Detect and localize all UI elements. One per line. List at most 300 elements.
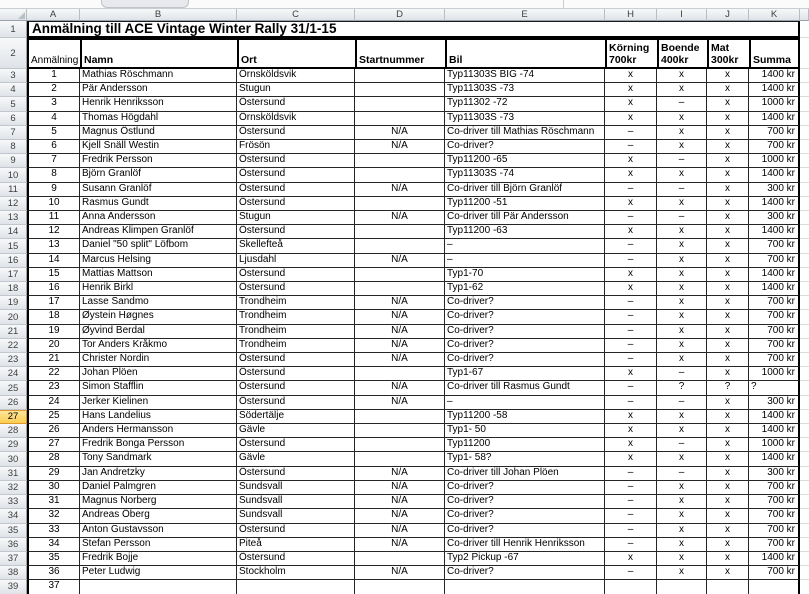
cell[interactable]: Typ11303S BIG -74	[445, 69, 605, 83]
cell[interactable]: x	[657, 452, 707, 466]
cell[interactable]: Co-driver?	[445, 481, 605, 495]
cell[interactable]: Östersund	[237, 552, 355, 566]
cell[interactable]: Östersund	[237, 381, 355, 395]
cell[interactable]: x	[605, 452, 657, 466]
cell[interactable]: –	[605, 239, 657, 253]
cell[interactable]: 8	[27, 168, 80, 182]
cell[interactable]: Typ11200 -65	[445, 154, 605, 168]
cell[interactable]: x	[657, 538, 707, 552]
cell[interactable]: N/A	[355, 381, 445, 395]
row-header[interactable]: 1	[0, 21, 27, 38]
cell-beyond-table[interactable]	[800, 367, 809, 381]
cell[interactable]	[355, 112, 445, 126]
cell-beyond-table[interactable]	[800, 310, 809, 324]
cell[interactable]: Andreas Klimpen Granlöf	[80, 225, 237, 239]
cell[interactable]: 11	[27, 211, 80, 225]
cell[interactable]: Daniel Palmgren	[80, 481, 237, 495]
cell[interactable]: 1000 kr	[749, 367, 800, 381]
cell[interactable]: Co-driver till Pär Andersson	[445, 211, 605, 225]
cell[interactable]: x	[707, 424, 749, 438]
cell[interactable]: x	[707, 509, 749, 523]
cell[interactable]: 13	[27, 239, 80, 253]
cell[interactable]: Magnus Östlund	[80, 126, 237, 140]
cell[interactable]: x	[707, 495, 749, 509]
cell[interactable]: Typ1- 50	[445, 424, 605, 438]
cell[interactable]: 25	[27, 410, 80, 424]
cell[interactable]: –	[605, 325, 657, 339]
cell[interactable]: 700 kr	[749, 254, 800, 268]
cell[interactable]: Trondheim	[237, 325, 355, 339]
cell[interactable]: 700 kr	[749, 339, 800, 353]
cell[interactable]: x	[657, 225, 707, 239]
cell[interactable]: –	[657, 97, 707, 111]
cell[interactable]: 700 kr	[749, 509, 800, 523]
cell[interactable]: x	[605, 552, 657, 566]
row-header[interactable]: 19	[0, 296, 27, 310]
cell-beyond-table[interactable]	[800, 381, 809, 395]
cell[interactable]: x	[707, 438, 749, 452]
cell[interactable]: –	[605, 495, 657, 509]
title-cell[interactable]: Anmälning till ACE Vintage Winter Rally 31/1-15	[27, 21, 800, 38]
cell[interactable]: 700 kr	[749, 495, 800, 509]
row-header[interactable]: 37	[0, 552, 27, 566]
cell[interactable]: x	[605, 69, 657, 83]
cell[interactable]: x	[707, 83, 749, 97]
cell[interactable]	[355, 69, 445, 83]
cell[interactable]: Stefan Persson	[80, 538, 237, 552]
cell[interactable]: Typ11200 -58	[445, 410, 605, 424]
cell[interactable]: N/A	[355, 310, 445, 324]
row-header[interactable]: 12	[0, 197, 27, 211]
row-header[interactable]: 33	[0, 495, 27, 509]
cell[interactable]: N/A	[355, 339, 445, 353]
cell[interactable]: –	[605, 353, 657, 367]
cell[interactable]: –	[657, 154, 707, 168]
cell[interactable]: x	[707, 154, 749, 168]
row-header[interactable]: 10	[0, 168, 27, 182]
cell[interactable]: Mathias Röschmann	[80, 69, 237, 83]
cell[interactable]: 300 kr	[749, 183, 800, 197]
cell[interactable]: x	[707, 367, 749, 381]
cell[interactable]: Östersund	[237, 524, 355, 538]
header-cell[interactable]: Boende 400kr	[657, 38, 707, 69]
cell[interactable]: x	[605, 268, 657, 282]
row-header[interactable]: 5	[0, 97, 27, 111]
cell[interactable]: 300 kr	[749, 396, 800, 410]
cell[interactable]: Skellefteå	[237, 239, 355, 253]
cell[interactable]: x	[657, 481, 707, 495]
column-header-K[interactable]: K	[749, 9, 800, 21]
cell[interactable]: Rasmus Gundt	[80, 197, 237, 211]
cell[interactable]: Lasse Sandmo	[80, 296, 237, 310]
cell[interactable]: Björn Granlöf	[80, 168, 237, 182]
cell[interactable]: N/A	[355, 126, 445, 140]
cell[interactable]: –	[605, 211, 657, 225]
cell[interactable]: Gävle	[237, 424, 355, 438]
cell[interactable]: 1400 kr	[749, 552, 800, 566]
cell[interactable]: x	[605, 112, 657, 126]
cell-beyond-table[interactable]	[800, 509, 809, 523]
cell[interactable]: N/A	[355, 495, 445, 509]
cell[interactable]: Örnsköldsvik	[237, 69, 355, 83]
cell[interactable]: Hans Landelius	[80, 410, 237, 424]
cell[interactable]: Östersund	[237, 268, 355, 282]
cell[interactable]: x	[707, 310, 749, 324]
row-header[interactable]: 26	[0, 396, 27, 410]
cell[interactable]: 5	[27, 126, 80, 140]
cell[interactable]: x	[657, 524, 707, 538]
cell[interactable]: Sundsvall	[237, 481, 355, 495]
cell[interactable]	[355, 438, 445, 452]
cell[interactable]: x	[707, 467, 749, 481]
cell[interactable]: 700 kr	[749, 296, 800, 310]
cell[interactable]: Fredrik Bonga Persson	[80, 438, 237, 452]
cell[interactable]: –	[605, 524, 657, 538]
cell[interactable]: Fredrik Persson	[80, 154, 237, 168]
cell[interactable]: 23	[27, 381, 80, 395]
cell[interactable]: ?	[749, 381, 800, 395]
cell[interactable]: x	[657, 410, 707, 424]
row-header[interactable]: 25	[0, 381, 27, 395]
cell-beyond-table[interactable]	[800, 83, 809, 97]
cell[interactable]: Simon Stafflin	[80, 381, 237, 395]
cell[interactable]: Frösön	[237, 140, 355, 154]
column-header-H[interactable]: H	[605, 9, 657, 21]
cell[interactable]: –	[605, 381, 657, 395]
cell[interactable]: x	[707, 325, 749, 339]
cell[interactable]: Daniel "50 split" Löfbom	[80, 239, 237, 253]
row-header[interactable]: 21	[0, 325, 27, 339]
cell[interactable]: x	[605, 410, 657, 424]
cell-beyond-table[interactable]	[800, 154, 809, 168]
cell[interactable]: 1400 kr	[749, 168, 800, 182]
row-header[interactable]: 18	[0, 282, 27, 296]
cell[interactable]: 31	[27, 495, 80, 509]
cell[interactable]: –	[605, 140, 657, 154]
cell[interactable]: Östersund	[237, 438, 355, 452]
row-header[interactable]: 6	[0, 112, 27, 126]
cell[interactable]: 36	[27, 566, 80, 580]
cell[interactable]: N/A	[355, 353, 445, 367]
cell[interactable]: N/A	[355, 183, 445, 197]
cell[interactable]: x	[657, 566, 707, 580]
cell-beyond-table[interactable]	[800, 225, 809, 239]
cell[interactable]: x	[707, 282, 749, 296]
cell[interactable]: x	[657, 254, 707, 268]
cell[interactable]: x	[707, 452, 749, 466]
cell[interactable]: x	[657, 353, 707, 367]
cell-beyond-table[interactable]	[800, 140, 809, 154]
cell[interactable]: –	[605, 467, 657, 481]
cell[interactable]: N/A	[355, 524, 445, 538]
cell[interactable]: 300 kr	[749, 467, 800, 481]
cell-beyond-table[interactable]	[800, 38, 809, 69]
cell[interactable]: Mattias Mattson	[80, 268, 237, 282]
cell[interactable]: x	[657, 339, 707, 353]
cell-beyond-table[interactable]	[800, 538, 809, 552]
cell[interactable]: N/A	[355, 254, 445, 268]
cell[interactable]: Typ1-67	[445, 367, 605, 381]
cell[interactable]: Stugun	[237, 211, 355, 225]
cell[interactable]: 33	[27, 524, 80, 538]
row-header[interactable]: 22	[0, 339, 27, 353]
cell[interactable]: Östersund	[237, 282, 355, 296]
cell[interactable]: Anders Hermansson	[80, 424, 237, 438]
cell-beyond-table[interactable]	[800, 211, 809, 225]
cell[interactable]: Sundsvall	[237, 495, 355, 509]
cell[interactable]: x	[657, 268, 707, 282]
cell[interactable]: Anton Gustavsson	[80, 524, 237, 538]
cell[interactable]: x	[707, 197, 749, 211]
cell[interactable]: 14	[27, 254, 80, 268]
cell[interactable]: –	[605, 538, 657, 552]
cell[interactable]: 15	[27, 268, 80, 282]
cell[interactable]: x	[657, 282, 707, 296]
cell-beyond-table[interactable]	[800, 183, 809, 197]
row-header[interactable]: 31	[0, 467, 27, 481]
cell[interactable]: Östersund	[237, 396, 355, 410]
cell[interactable]: x	[657, 325, 707, 339]
header-cell[interactable]: Namn	[80, 38, 237, 69]
cell[interactable]	[355, 83, 445, 97]
cell[interactable]: Södertälje	[237, 410, 355, 424]
cell[interactable]: x	[707, 552, 749, 566]
cell[interactable]: Tony Sandmark	[80, 452, 237, 466]
cell-beyond-table[interactable]	[800, 580, 809, 594]
cell[interactable]: 700 kr	[749, 239, 800, 253]
cell[interactable]: –	[605, 566, 657, 580]
cell[interactable]: Jerker Kielinen	[80, 396, 237, 410]
cell[interactable]: 35	[27, 552, 80, 566]
row-header[interactable]: 32	[0, 481, 27, 495]
cell[interactable]: x	[707, 268, 749, 282]
cell[interactable]: 19	[27, 325, 80, 339]
cell[interactable]: Östersund	[237, 154, 355, 168]
row-header[interactable]: 35	[0, 524, 27, 538]
cell[interactable]: Stugun	[237, 83, 355, 97]
cell[interactable]: 1	[27, 69, 80, 83]
cell-beyond-table[interactable]	[800, 325, 809, 339]
cell[interactable]: 1400 kr	[749, 197, 800, 211]
cell[interactable]: Magnus Norberg	[80, 495, 237, 509]
header-cell[interactable]: Summa	[749, 38, 800, 69]
cell[interactable]: –	[657, 396, 707, 410]
cell[interactable]	[355, 282, 445, 296]
cell[interactable]: –	[605, 396, 657, 410]
cell[interactable]: Typ1-70	[445, 268, 605, 282]
cell[interactable]: x	[707, 254, 749, 268]
cell[interactable]: 17	[27, 296, 80, 310]
cell-beyond-table[interactable]	[800, 239, 809, 253]
cell[interactable]	[355, 197, 445, 211]
cell[interactable]	[355, 239, 445, 253]
cell-beyond-table[interactable]	[800, 481, 809, 495]
cell[interactable]: 700 kr	[749, 566, 800, 580]
cell[interactable]: Örnsköldsvik	[237, 112, 355, 126]
cell-beyond-table[interactable]	[800, 69, 809, 83]
cell[interactable]: –	[605, 296, 657, 310]
cell[interactable]: x	[605, 367, 657, 381]
cell[interactable]: 4	[27, 112, 80, 126]
cell[interactable]: 1400 kr	[749, 424, 800, 438]
row-header-active[interactable]: 27	[0, 410, 27, 424]
cell[interactable]: 22	[27, 367, 80, 381]
cell[interactable]: x	[707, 339, 749, 353]
cell[interactable]: –	[605, 310, 657, 324]
cell[interactable]: Typ11200 -63	[445, 225, 605, 239]
cell[interactable]	[605, 580, 657, 594]
cell[interactable]: –	[657, 183, 707, 197]
cell-beyond-table[interactable]	[800, 353, 809, 367]
header-cell[interactable]: Anmälning	[27, 38, 80, 69]
cell-beyond-table[interactable]	[800, 126, 809, 140]
cell[interactable]: x	[707, 396, 749, 410]
cell[interactable]: Co-driver till Björn Granlöf	[445, 183, 605, 197]
cell[interactable]: Co-driver?	[445, 566, 605, 580]
cell[interactable]: 12	[27, 225, 80, 239]
cell[interactable]: Typ11200 -51	[445, 197, 605, 211]
cell[interactable]: –	[445, 254, 605, 268]
cell[interactable]: 7	[27, 154, 80, 168]
row-header[interactable]: 9	[0, 154, 27, 168]
cell[interactable]: Östersund	[237, 126, 355, 140]
cell[interactable]: 27	[27, 438, 80, 452]
cell[interactable]: Kjell Snäll Westin	[80, 140, 237, 154]
cell[interactable]: Typ11303S -73	[445, 83, 605, 97]
cell[interactable]	[355, 580, 445, 594]
row-header[interactable]: 28	[0, 424, 27, 438]
cell[interactable]: –	[657, 467, 707, 481]
cell[interactable]: N/A	[355, 211, 445, 225]
cell[interactable]: x	[605, 438, 657, 452]
cell[interactable]: Christer Nordin	[80, 353, 237, 367]
cell[interactable]: Co-driver?	[445, 296, 605, 310]
cell[interactable]: x	[707, 126, 749, 140]
cell[interactable]: 700 kr	[749, 524, 800, 538]
header-cell[interactable]: Bil	[445, 38, 605, 69]
cell[interactable]: 1400 kr	[749, 83, 800, 97]
cell-beyond-table[interactable]	[800, 282, 809, 296]
cell[interactable]: 700 kr	[749, 325, 800, 339]
cell[interactable]: Co-driver till Rasmus Gundt	[445, 381, 605, 395]
cell[interactable]: Co-driver?	[445, 495, 605, 509]
cell[interactable]: 1400 kr	[749, 410, 800, 424]
cell[interactable]: Thomas Högdahl	[80, 112, 237, 126]
cell[interactable]: 29	[27, 467, 80, 481]
cell[interactable]: Henrik Birkl	[80, 282, 237, 296]
cell[interactable]: 20	[27, 339, 80, 353]
cell[interactable]: –	[657, 367, 707, 381]
cell[interactable]: x	[657, 424, 707, 438]
cell[interactable]: 30	[27, 481, 80, 495]
cell[interactable]: Typ11303S -74	[445, 168, 605, 182]
cell[interactable]: x	[707, 97, 749, 111]
column-header-A[interactable]: A	[27, 9, 80, 21]
cell[interactable]	[749, 580, 800, 594]
cell[interactable]: x	[657, 495, 707, 509]
cell-beyond-table[interactable]	[800, 452, 809, 466]
header-cell[interactable]: Startnummer	[355, 38, 445, 69]
cell[interactable]	[445, 580, 605, 594]
cell[interactable]: Trondheim	[237, 339, 355, 353]
cell-beyond-table[interactable]	[800, 495, 809, 509]
cell[interactable]: –	[445, 239, 605, 253]
cell[interactable]: –	[605, 339, 657, 353]
cell[interactable]: Typ1- 58?	[445, 452, 605, 466]
cell[interactable]: x	[707, 239, 749, 253]
row-header[interactable]: 38	[0, 566, 27, 580]
cell[interactable]: Sundsvall	[237, 509, 355, 523]
cell[interactable]: Typ11303S -73	[445, 112, 605, 126]
cell[interactable]: x	[657, 552, 707, 566]
row-header[interactable]: 13	[0, 211, 27, 225]
cell[interactable]: Johan Plöen	[80, 367, 237, 381]
row-header[interactable]: 2	[0, 38, 27, 69]
row-header[interactable]: 17	[0, 268, 27, 282]
cell[interactable]	[355, 410, 445, 424]
cell[interactable]: 1000 kr	[749, 438, 800, 452]
cell[interactable]: Stockholm	[237, 566, 355, 580]
cell[interactable]: x	[707, 69, 749, 83]
cell[interactable]: x	[657, 126, 707, 140]
cell[interactable]	[355, 552, 445, 566]
cell[interactable]: ?	[707, 381, 749, 395]
cell[interactable]: Östersund	[237, 97, 355, 111]
cell[interactable]: Tor Anders Kråkmo	[80, 339, 237, 353]
cell[interactable]: Typ1-62	[445, 282, 605, 296]
cell[interactable]: Piteå	[237, 538, 355, 552]
cell[interactable]: Trondheim	[237, 310, 355, 324]
cell[interactable]: 700 kr	[749, 353, 800, 367]
cell[interactable]: N/A	[355, 296, 445, 310]
cell-beyond-table[interactable]	[800, 168, 809, 182]
cell[interactable]: 1400 kr	[749, 69, 800, 83]
header-cell[interactable]: Körning 700kr	[605, 38, 657, 69]
cell[interactable]: x	[657, 69, 707, 83]
cell[interactable]: Östersund	[237, 467, 355, 481]
cell[interactable]: 1400 kr	[749, 225, 800, 239]
cell[interactable]: 700 kr	[749, 538, 800, 552]
cell[interactable]: x	[657, 112, 707, 126]
cell[interactable]: x	[657, 83, 707, 97]
cell[interactable]: x	[605, 197, 657, 211]
cell[interactable]: Ljusdahl	[237, 254, 355, 268]
cell[interactable]: x	[657, 197, 707, 211]
cell[interactable]	[355, 168, 445, 182]
cell[interactable]	[355, 97, 445, 111]
cell[interactable]	[355, 367, 445, 381]
row-header[interactable]: 15	[0, 239, 27, 253]
cell-beyond-table[interactable]	[800, 467, 809, 481]
header-cell[interactable]: Mat 300kr	[707, 38, 749, 69]
cell[interactable]: 1400 kr	[749, 452, 800, 466]
cell[interactable]: Co-driver?	[445, 509, 605, 523]
cell[interactable]: 1000 kr	[749, 97, 800, 111]
cell[interactable]: x	[657, 140, 707, 154]
cell[interactable]	[80, 580, 237, 594]
cell-beyond-table[interactable]	[800, 97, 809, 111]
cell[interactable]: Co-driver till Mathias Röschmann	[445, 126, 605, 140]
cell[interactable]: Gävle	[237, 452, 355, 466]
cell-beyond-table[interactable]	[800, 410, 809, 424]
cell[interactable]: N/A	[355, 467, 445, 481]
cell[interactable]: x	[707, 112, 749, 126]
cell[interactable]: 1000 kr	[749, 154, 800, 168]
cell[interactable]: 700 kr	[749, 481, 800, 495]
cell[interactable]: 26	[27, 424, 80, 438]
cell[interactable]: x	[707, 225, 749, 239]
cell-beyond-table[interactable]	[800, 438, 809, 452]
